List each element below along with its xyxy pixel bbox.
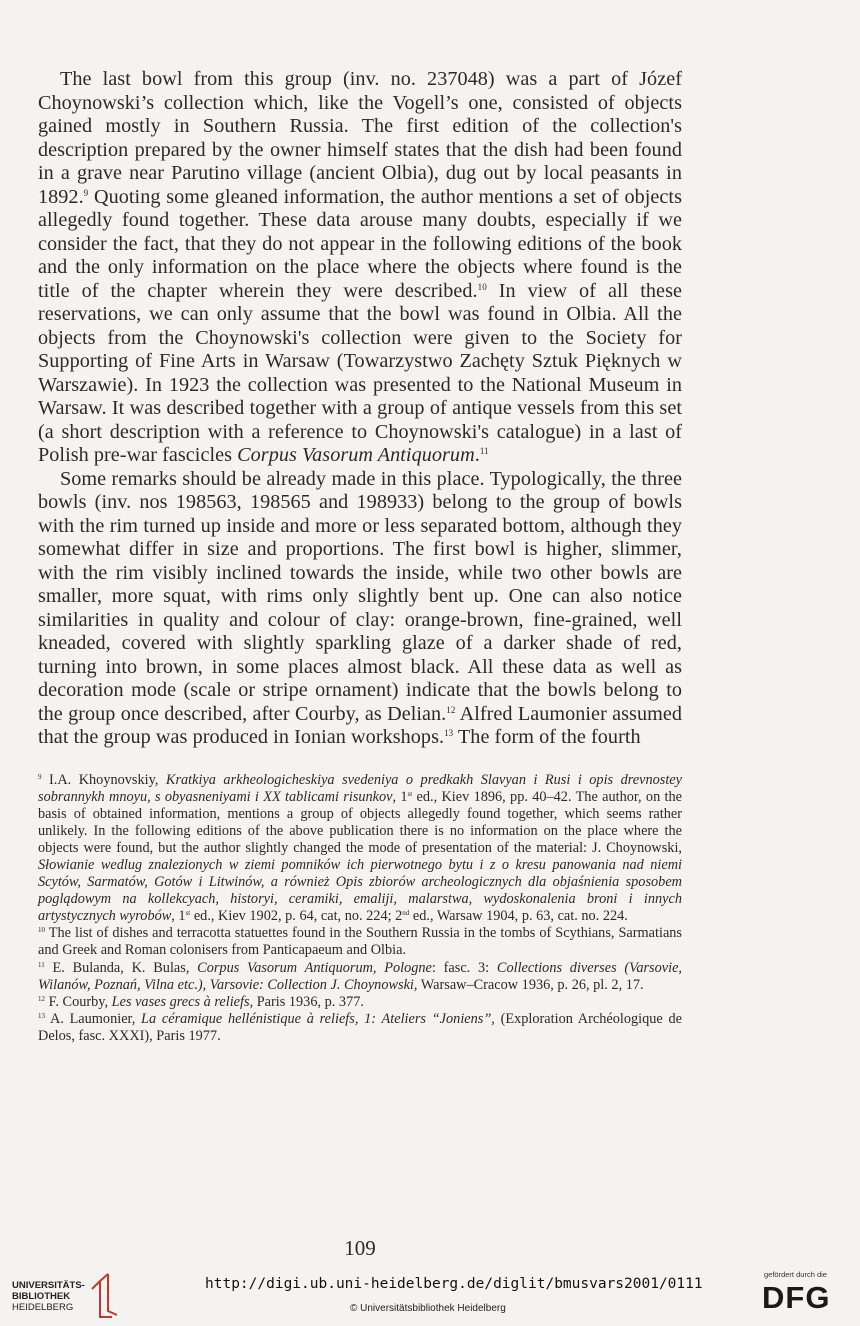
note-reference: 13 — [38, 1011, 45, 1020]
note-reference: 10 — [477, 281, 487, 292]
library-name-line2: BIBLIOTHEK — [12, 1291, 71, 1302]
text-run: , 1 — [392, 788, 408, 805]
text-run: The form of the fourth — [453, 726, 641, 748]
note-reference: 11 — [479, 446, 489, 456]
library-logo-icon — [86, 1271, 120, 1319]
text-run: , 1 — [171, 908, 186, 925]
italic-title: Słowianie wedlug znalezionych w ziemi pomników ich pierwotnego bytu i z o kresu panowania nad niemi Scytów, Sarmatów, Gotów i Litwinów, a również Opis zbiorów archeologicznych dla objaśnienia sposobem poglądowym na kollekcyach, historyi, ceramiki, emaliji, malarstwa, wydoskonalenia broni i innych artystycznych wyrobów — [38, 856, 682, 925]
text-run: , Paris 1936, p. 377. — [249, 993, 364, 1010]
footnote — [38, 960, 682, 994]
library-logo-text — [12, 1280, 85, 1313]
note-reference: nd — [402, 909, 410, 918]
text-run: ed., Kiev 1896, pp. 40–42. The author, on the basis of obtained information, mentions a group of objects allegedly found together, which seems rather unlikely. In the following editions of the above publication there is no information on the place where the objects were found, but the author slightly changed the mode of presentation of the material: J. Choynowski, — [38, 788, 683, 856]
text-run: E. Bulanda, K. Bulas, — [44, 959, 198, 976]
text-run: The last bowl from this group (inv. no. 237048) was a part of Józef Choynowski’s collection which, like the Vogell’s one, consisted of objects gained mostly in Southern Russia. The first edition of the collection's description prepared by the owner himself states that the dish had been found in a grave near Parutino village (ancient Olbia), dug out by local peasants in 1892. — [38, 68, 682, 208]
note-reference: st — [407, 789, 413, 798]
footnote — [38, 772, 682, 926]
note-reference: 13 — [444, 728, 454, 738]
text-run: I.A. Khoynovskiy, — [41, 771, 166, 788]
body-text — [38, 68, 682, 750]
footnote — [38, 925, 682, 959]
copyright-notice: © Universitätsbibliothek Heidelberg — [350, 1303, 506, 1314]
footnote — [38, 1011, 682, 1045]
page-content — [38, 68, 682, 1045]
text-run: Alfred Laumonier assumed that the group was produced in Ionian workshops. — [38, 702, 682, 748]
library-name-line3: HEIDELBERG — [12, 1302, 74, 1313]
italic-title: Collections diverses (Varsovie, Wilanów, Poznań, Vilna etc.), Varsovie: Collection J. Choynowski — [38, 959, 682, 993]
footnote — [38, 994, 682, 1011]
note-reference: 11 — [38, 960, 45, 969]
text-run: The list of dishes and terracotta statuettes found in the Southern Russia in the tombs of Scythians, Sarmatians and Greek and Roman colonisers from Panticapaeum and Olbia. — [38, 925, 682, 959]
text-run: ed., Warsaw 1904, p. 63, cat. no. 224. — [409, 908, 628, 925]
footnotes — [38, 772, 682, 1046]
italic-title: Kratkiya arkheologicheskiya svedeniya o predkakh Slavyan i Rusi i opis drevnostey sobrannykh mnoyu, s obyasneniyami i XX tablicami risunkov — [38, 771, 682, 805]
text-run: ed., Kiev 1902, p. 64, cat, no. 224; 2 — [190, 908, 403, 925]
paragraph — [38, 68, 682, 468]
page-footer — [0, 1268, 860, 1326]
paragraph — [38, 468, 682, 750]
text-run: F. Courby, — [45, 993, 112, 1010]
text-run: Quoting some gleaned information, the author mentions a set of objects allegedly found together. These data arouse many doubts, especially if we consider the fact, that they do not appear in the following editions of the book and the only information on the place where the objects where found is the title of the chapter wherein they were described. — [38, 185, 682, 302]
text-run: Some remarks should be already made in this place. Typologically, the three bowls (inv. nos 198563, 198565 and 198933) belong to the group of bowls with the rim turned up inside and more or less separated bottom, although they somewhat differ in size and proportions. The first bowl is higher, slimmer, with the rim visibly inclined towards the inside, while two other bowls are smaller, more squat, with rims only slightly bent up. One can also notice similarities in quality and colour of clay: orange-brown, fine-grained, well kneaded, covered with slightly sparkling glaze of a darker shade of red, turning into brown, in some places almost black. All these data as well as decoration mode (scale or stripe ornament) indicate that the bowls belong to the group once described, after Courby, as Delian. — [38, 467, 682, 725]
text-run: , (Exploration Archéologique de Delos, fasc. XXXI), Paris 1977. — [38, 1010, 682, 1044]
note-reference: 12 — [446, 704, 456, 715]
text-run: : fasc. 3: — [431, 959, 497, 976]
text-run: , Warsaw–Cracow 1936, p. 26, pl. 2, 17. — [413, 976, 644, 993]
funding-note: gefördert durch die — [764, 1270, 827, 1279]
text-run: In view of all these reservations, we can only assume that the bowl was found in Olbia. All the objects from the Choynowski's collection were given to the Society for Supporting of Fine Arts in Warsaw (Towarzystwo Zachęty Sztuk Pięknych w Warszawie). In 1923 the collection was presented to the National Museum in Warsaw. It was described together with a group of antique vessels from this set (a short description with a reference to Choynowski's catalogue) in a last of Polish pre-war fascicles — [38, 279, 682, 466]
text-run: A. Laumonier, — [45, 1010, 142, 1027]
library-name-line1: UNIVERSITÄTS- — [12, 1280, 85, 1291]
italic-title: La céramique hellénistique à reliefs, 1: Ateliers “Joniens” — [141, 1010, 492, 1027]
note-reference: 12 — [38, 994, 45, 1003]
italic-title: Les vases grecs à reliefs — [111, 993, 250, 1010]
dfg-logo: DFG — [762, 1280, 831, 1315]
note-reference: st — [185, 909, 191, 918]
page-number: 109 — [344, 1236, 376, 1260]
italic-title: Corpus Vasorum Antiquorum — [237, 444, 475, 466]
italic-title: Corpus Vasorum Antiquorum, Pologne — [197, 959, 432, 976]
note-reference: 9 — [83, 187, 89, 198]
note-reference: 9 — [38, 772, 42, 781]
document-url[interactable]: http://digi.ub.uni-heidelberg.de/diglit/bmusvars2001/0111 — [205, 1276, 703, 1292]
note-reference: 10 — [38, 926, 45, 935]
text-run: . — [474, 444, 480, 466]
